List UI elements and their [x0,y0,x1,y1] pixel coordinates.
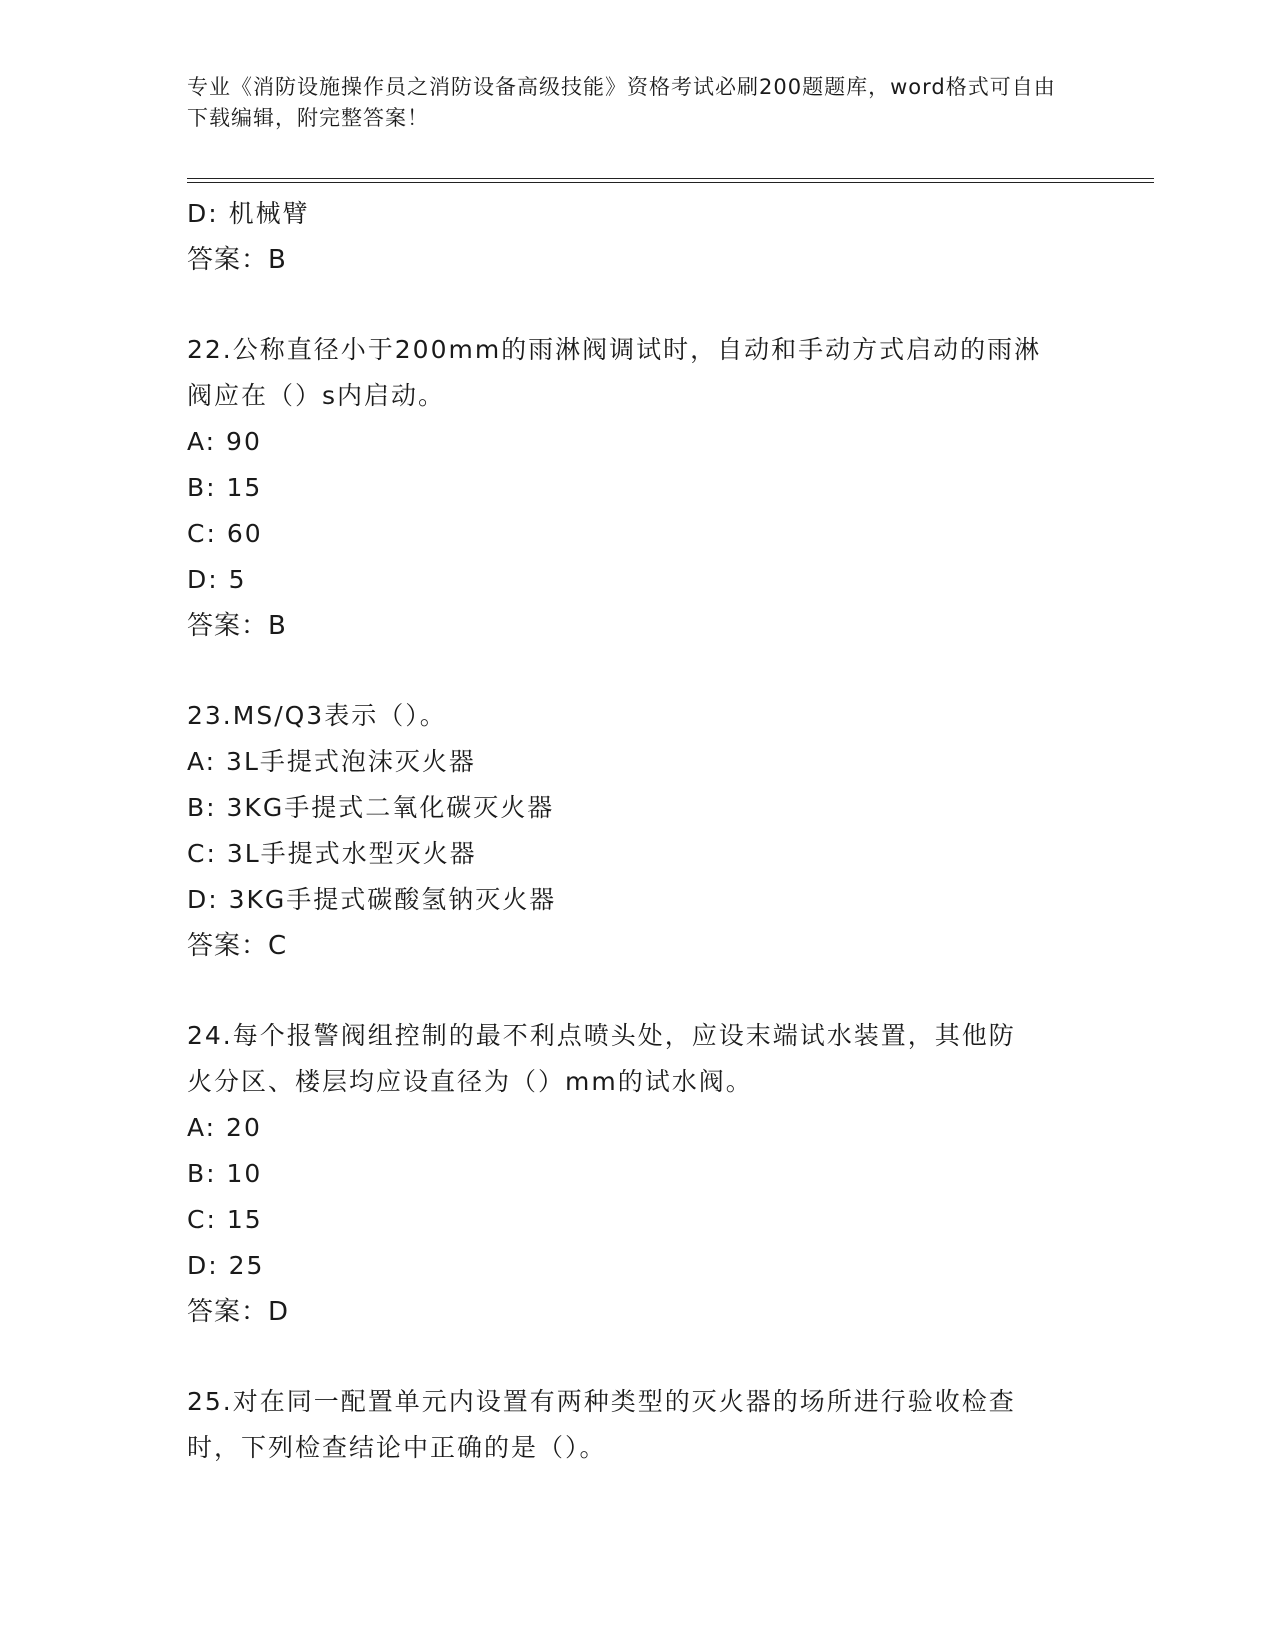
option-d: D: 25 [187,1251,265,1280]
prev-option-d: D: 机械臂 [187,199,310,228]
answer: 答案：C [187,931,288,961]
spacer [187,283,1087,327]
question-text-line: 阀应在（）s内启动。 [187,381,446,410]
option-d: D: 5 [187,565,247,594]
question-text-line: 25.对在同一配置单元内设置有两种类型的灭火器的场所进行验收检查 [187,1387,1016,1416]
question-text-line: 23.MS/Q3表示（）。 [187,701,447,730]
spacer [187,1335,1087,1379]
header-divider-bottom [187,182,1154,183]
question-22 [187,327,1087,649]
header-divider-top [187,178,1154,179]
option-a: A: 3L手提式泡沫灭火器 [187,747,476,776]
question-23 [187,693,1087,969]
spacer [187,649,1087,693]
question-text-line: 22.公称直径小于200mm的雨淋阀调试时，自动和手动方式启动的雨淋 [187,335,1042,364]
answer: 答案：B [187,611,287,641]
answer: 答案：D [187,1297,290,1327]
option-a: A: 20 [187,1113,262,1142]
spacer [187,969,1087,1013]
document-header: 专业《消防设施操作员之消防设备高级技能》资格考试必刷200题题库，word格式可自由下载编辑，附完整答案！ [187,75,1056,130]
option-c: C: 3L手提式水型灭火器 [187,839,477,868]
question-25 [187,1379,1087,1471]
prev-answer: 答案：B [187,245,287,275]
question-text-line: 时，下列检查结论中正确的是（）。 [187,1433,607,1462]
option-c: C: 60 [187,519,263,548]
option-a: A: 90 [187,427,262,456]
option-b: B: 3KG手提式二氧化碳灭火器 [187,793,555,822]
question-content [187,191,1087,1471]
option-d: D: 3KG手提式碳酸氢钠灭火器 [187,885,557,914]
option-b: B: 15 [187,473,263,502]
question-text-line: 24.每个报警阀组控制的最不利点喷头处，应设末端试水装置，其他防 [187,1021,1016,1050]
question-text-line: 火分区、楼层均应设直径为（）mm的试水阀。 [187,1067,753,1096]
question-24 [187,1013,1087,1335]
option-c: C: 15 [187,1205,263,1234]
option-b: B: 10 [187,1159,263,1188]
